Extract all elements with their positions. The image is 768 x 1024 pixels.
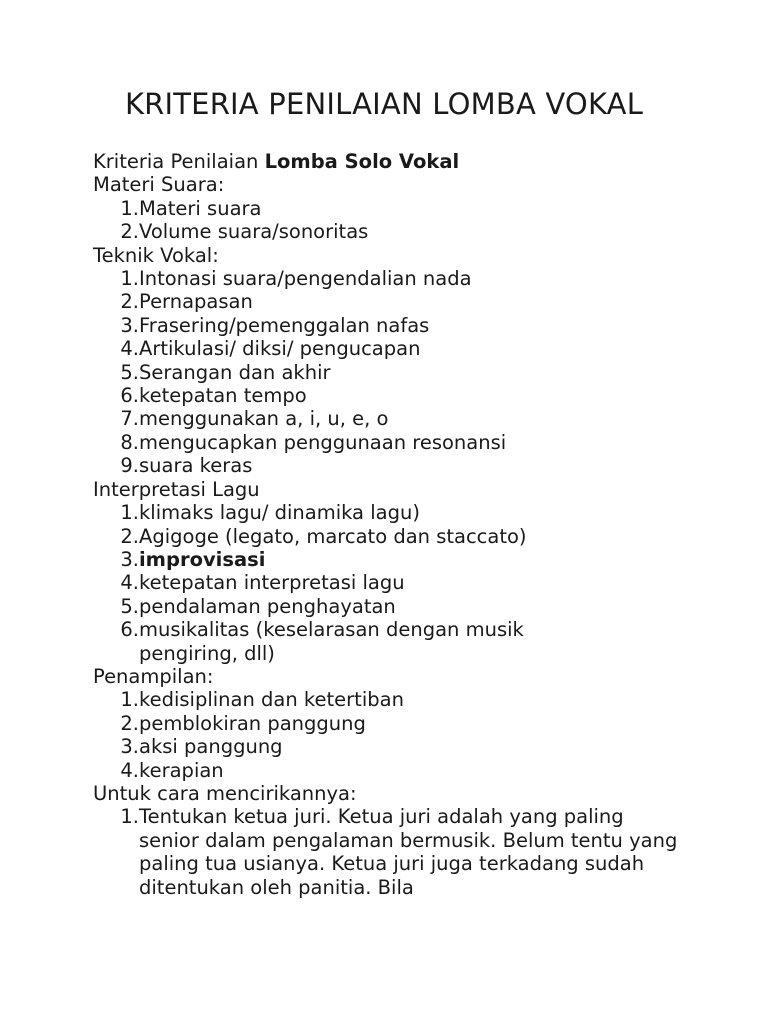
list-item bbox=[93, 314, 703, 337]
section-heading: Teknik Vokal: bbox=[93, 243, 219, 267]
item-text: kerapian bbox=[139, 758, 224, 782]
list-item bbox=[93, 805, 703, 899]
list-item bbox=[93, 337, 703, 360]
intro-line bbox=[93, 150, 703, 173]
list-item bbox=[93, 290, 703, 313]
item-text: menggunakan a, i, u, e, o bbox=[139, 407, 389, 431]
criteria-list bbox=[93, 267, 703, 478]
item-number: 4. bbox=[120, 758, 139, 782]
item-number: 2. bbox=[120, 524, 139, 548]
item-text: musikalitas (keselarasan dengan musik pengiring, dll) bbox=[139, 618, 524, 665]
section-materi-suara bbox=[93, 173, 703, 243]
list-item bbox=[93, 197, 703, 220]
item-text: Volume suara/sonoritas bbox=[139, 220, 369, 244]
list-item bbox=[93, 712, 703, 735]
list-item bbox=[93, 454, 703, 477]
item-text: Materi suara bbox=[139, 196, 262, 220]
document-title: KRITERIA PENILAIAN LOMBA VOKAL bbox=[124, 87, 644, 121]
item-text: Frasering/pemenggalan nafas bbox=[139, 313, 430, 337]
list-item bbox=[93, 735, 703, 758]
item-text: Artikulasi/ diksi/ pengucapan bbox=[139, 337, 421, 361]
item-number: 3. bbox=[120, 313, 139, 337]
item-number: 8. bbox=[120, 430, 139, 454]
list-item bbox=[93, 267, 703, 290]
list-item bbox=[93, 759, 703, 782]
item-number: 1. bbox=[120, 805, 139, 829]
item-number: 5. bbox=[120, 594, 139, 618]
item-text: Tentukan ketua juri. Ketua juri adalah yang paling senior dalam pengalaman bermusik. Belum tentu yang paling tua usianya. Ketua juri juga terkadang sudah ditentukan oleh panitia. Bila bbox=[139, 805, 678, 899]
list-item bbox=[93, 548, 703, 571]
section-heading: Penampilan: bbox=[93, 664, 214, 688]
criteria-list bbox=[93, 501, 703, 665]
item-number: 7. bbox=[120, 407, 139, 431]
list-item bbox=[93, 431, 703, 454]
section-interpretasi-lagu bbox=[93, 478, 703, 665]
list-item bbox=[93, 384, 703, 407]
item-number: 6. bbox=[120, 384, 139, 408]
item-text: Agigoge (legato, marcato dan staccato) bbox=[139, 524, 527, 548]
item-text: Pernapasan bbox=[139, 290, 253, 314]
item-number: 3. bbox=[120, 735, 139, 759]
item-number: 2. bbox=[120, 220, 139, 244]
item-text: improvisasi bbox=[139, 547, 266, 571]
section-heading: Materi Suara: bbox=[93, 173, 225, 197]
item-number: 1. bbox=[120, 501, 139, 525]
item-text: Intonasi suara/pengendalian nada bbox=[139, 267, 472, 291]
criteria-list bbox=[93, 688, 703, 782]
item-text: pendalaman penghayatan bbox=[139, 594, 396, 618]
section-teknik-vokal bbox=[93, 244, 703, 478]
item-number: 1. bbox=[120, 196, 139, 220]
item-text: pemblokiran panggung bbox=[139, 711, 366, 735]
list-item bbox=[93, 571, 703, 594]
item-number: 9. bbox=[120, 454, 139, 478]
item-number: 2. bbox=[120, 711, 139, 735]
item-number: 1. bbox=[120, 688, 139, 712]
list-item bbox=[93, 618, 703, 665]
item-text: kedisiplinan dan ketertiban bbox=[139, 688, 404, 712]
item-number: 3. bbox=[120, 547, 139, 571]
list-item bbox=[93, 361, 703, 384]
item-text: mengucapkan penggunaan resonansi bbox=[139, 430, 507, 454]
item-text: suara keras bbox=[139, 454, 253, 478]
list-item bbox=[93, 595, 703, 618]
item-number: 6. bbox=[120, 618, 139, 642]
intro-bold-text: Lomba Solo Vokal bbox=[264, 150, 460, 173]
document-body bbox=[93, 150, 703, 899]
item-number: 4. bbox=[120, 337, 139, 361]
item-number: 5. bbox=[120, 360, 139, 384]
item-text: aksi panggung bbox=[139, 735, 283, 759]
section-penampilan bbox=[93, 665, 703, 782]
criteria-list bbox=[93, 805, 703, 899]
criteria-list bbox=[93, 197, 703, 244]
list-item bbox=[93, 220, 703, 243]
list-item bbox=[93, 407, 703, 430]
item-text: klimaks lagu/ dinamika lagu) bbox=[139, 501, 420, 525]
list-item bbox=[93, 688, 703, 711]
item-text: Serangan dan akhir bbox=[139, 360, 331, 384]
section-cara-mencirikan bbox=[93, 782, 703, 899]
item-number: 2. bbox=[120, 290, 139, 314]
item-text: ketepatan tempo bbox=[139, 384, 307, 408]
section-heading: Untuk cara mencirikannya: bbox=[93, 781, 357, 805]
intro-prefix: Kriteria Penilaian bbox=[93, 150, 265, 173]
item-text: ketepatan interpretasi lagu bbox=[139, 571, 405, 595]
list-item bbox=[93, 501, 703, 524]
item-number: 1. bbox=[120, 267, 139, 291]
list-item bbox=[93, 525, 703, 548]
item-number: 4. bbox=[120, 571, 139, 595]
section-heading: Interpretasi Lagu bbox=[93, 477, 260, 501]
